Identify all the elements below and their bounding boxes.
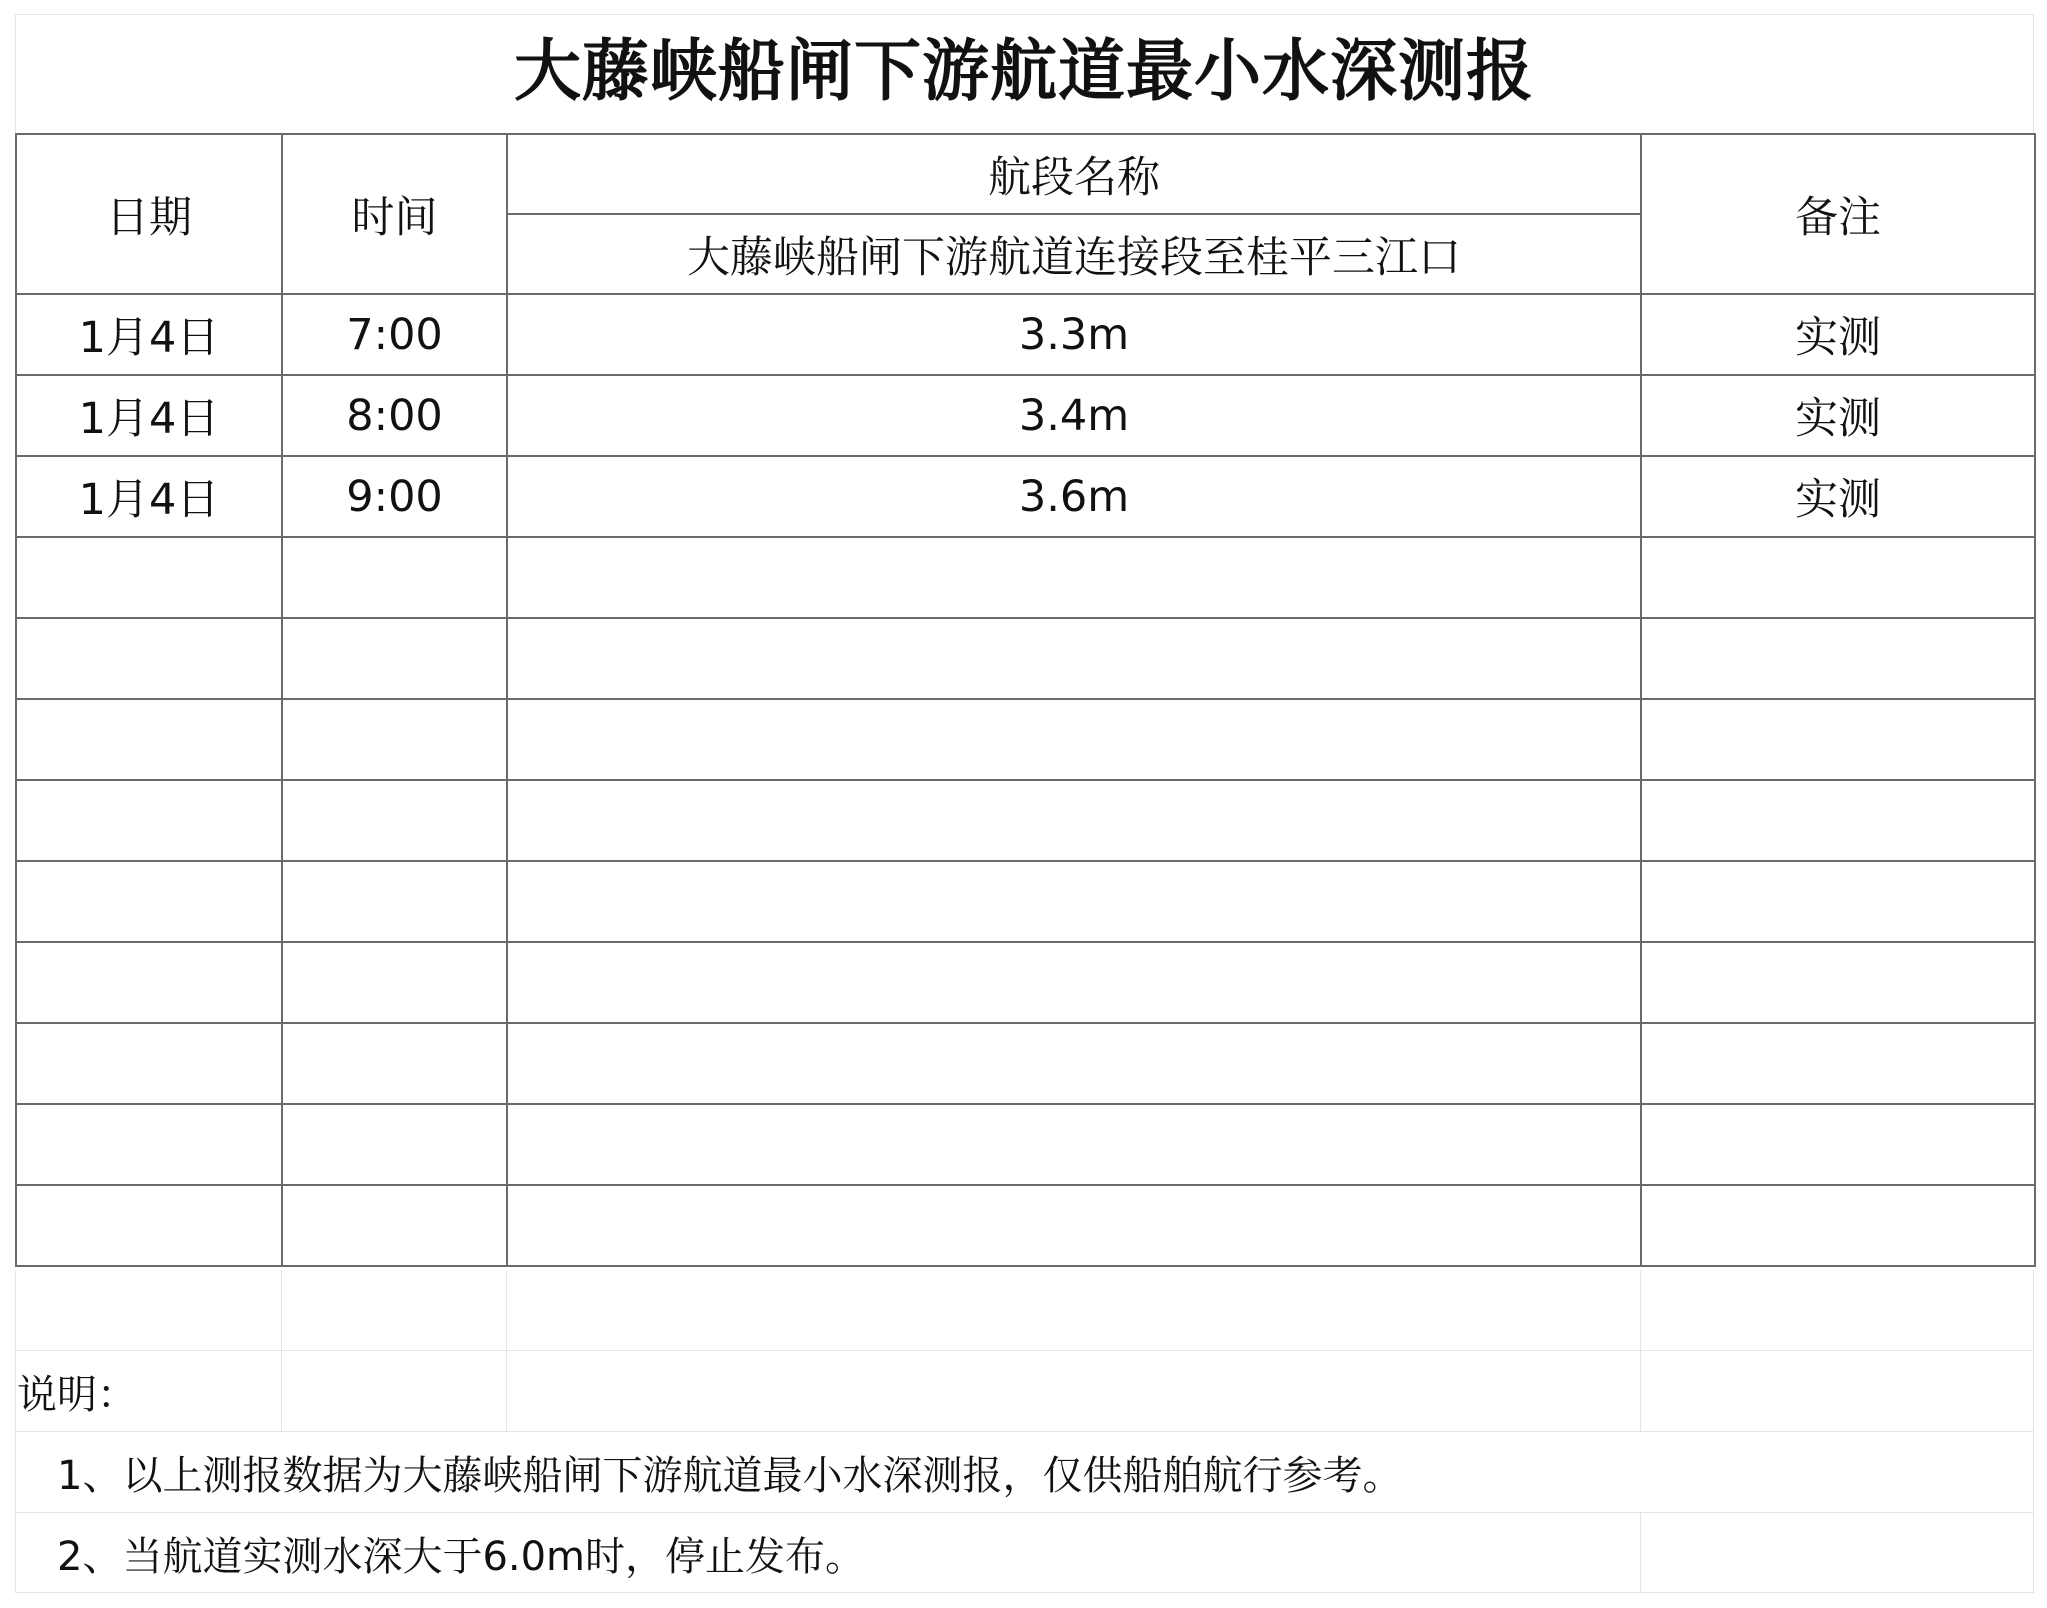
sheet-gridline [15,1270,16,1593]
cell-remark[interactable] [1641,942,2035,1023]
header-remark[interactable]: 备注 [1641,134,2035,294]
cell-remark[interactable] [1641,1185,2035,1266]
cell-remark[interactable]: 实测 [1641,294,2035,375]
cell-depth[interactable] [507,942,1641,1023]
sheet-gridline [506,1270,507,1432]
cell-depth[interactable]: 3.3m [507,294,1641,375]
cell-date[interactable]: 1月4日 [16,294,282,375]
report-title: 大藤峡船闸下游航道最小水深测报 [514,31,1534,110]
table-row [16,942,2035,1023]
table-row [16,537,2035,618]
cell-date[interactable] [16,699,282,780]
table-row [16,1185,2035,1266]
cell-time[interactable] [282,1023,507,1104]
table-row [16,861,2035,942]
cell-depth[interactable] [507,537,1641,618]
cell-date[interactable] [16,1185,282,1266]
cell-remark[interactable] [1641,699,2035,780]
sheet-gridline [1640,1270,1641,1432]
table-row [16,780,2035,861]
cell-time[interactable] [282,618,507,699]
cell-remark[interactable] [1641,861,2035,942]
cell-date[interactable] [16,1104,282,1185]
cell-depth[interactable] [507,861,1641,942]
header-segment-name[interactable]: 大藤峡船闸下游航道连接段至桂平三江口 [507,214,1641,294]
header-time[interactable]: 时间 [282,134,507,294]
depth-report-table [15,133,2036,1267]
table-row [16,1104,2035,1185]
cell-time[interactable] [282,1104,507,1185]
header-segment-group[interactable]: 航段名称 [507,134,1641,214]
sheet-gridline [281,1270,282,1432]
header-date[interactable]: 日期 [16,134,282,294]
cell-time[interactable]: 7:00 [282,294,507,375]
table-row [16,375,2035,456]
cell-depth[interactable] [507,699,1641,780]
cell-remark[interactable]: 实测 [1641,456,2035,537]
cell-depth[interactable] [507,780,1641,861]
cell-time[interactable] [282,1185,507,1266]
cell-time[interactable] [282,861,507,942]
cell-remark[interactable]: 实测 [1641,375,2035,456]
cell-remark[interactable] [1641,1104,2035,1185]
cell-depth[interactable] [507,1023,1641,1104]
table-body [16,134,2035,1266]
cell-date[interactable] [16,861,282,942]
cell-remark[interactable] [1641,780,2035,861]
cell-depth[interactable]: 3.4m [507,375,1641,456]
header-row [16,134,2035,214]
cell-time[interactable] [282,780,507,861]
table-row [16,294,2035,375]
cell-depth[interactable]: 3.6m [507,456,1641,537]
cell-time[interactable]: 8:00 [282,375,507,456]
note-item-1: 1、以上测报数据为大藤峡船闸下游航道最小水深测报，仅供船舶航行参考。 [57,1452,1403,1499]
cell-time[interactable] [282,942,507,1023]
cell-remark[interactable] [1641,537,2035,618]
cell-depth[interactable] [507,618,1641,699]
cell-depth[interactable] [507,1185,1641,1266]
cell-depth[interactable] [507,1104,1641,1185]
sheet-gridline [2033,14,2034,133]
table-row [16,456,2035,537]
note-item-2: 2、当航道实测水深大于6.0m时，停止发布。 [57,1533,866,1580]
cell-date[interactable] [16,618,282,699]
sheet-gridline [2033,1270,2034,1593]
cell-remark[interactable] [1641,618,2035,699]
cell-time[interactable]: 9:00 [282,456,507,537]
table-row [16,618,2035,699]
sheet-gridline [15,1350,2034,1351]
cell-date[interactable]: 1月4日 [16,375,282,456]
cell-remark[interactable] [1641,1023,2035,1104]
sheet-gridline [1640,1512,1641,1593]
cell-time[interactable] [282,537,507,618]
cell-date[interactable] [16,1023,282,1104]
cell-time[interactable] [282,699,507,780]
notes-label: 说明： [17,1371,137,1418]
cell-date[interactable] [16,780,282,861]
table-row [16,699,2035,780]
cell-date[interactable] [16,537,282,618]
cell-date[interactable]: 1月4日 [16,456,282,537]
cell-date[interactable] [16,942,282,1023]
table-row [16,1023,2035,1104]
